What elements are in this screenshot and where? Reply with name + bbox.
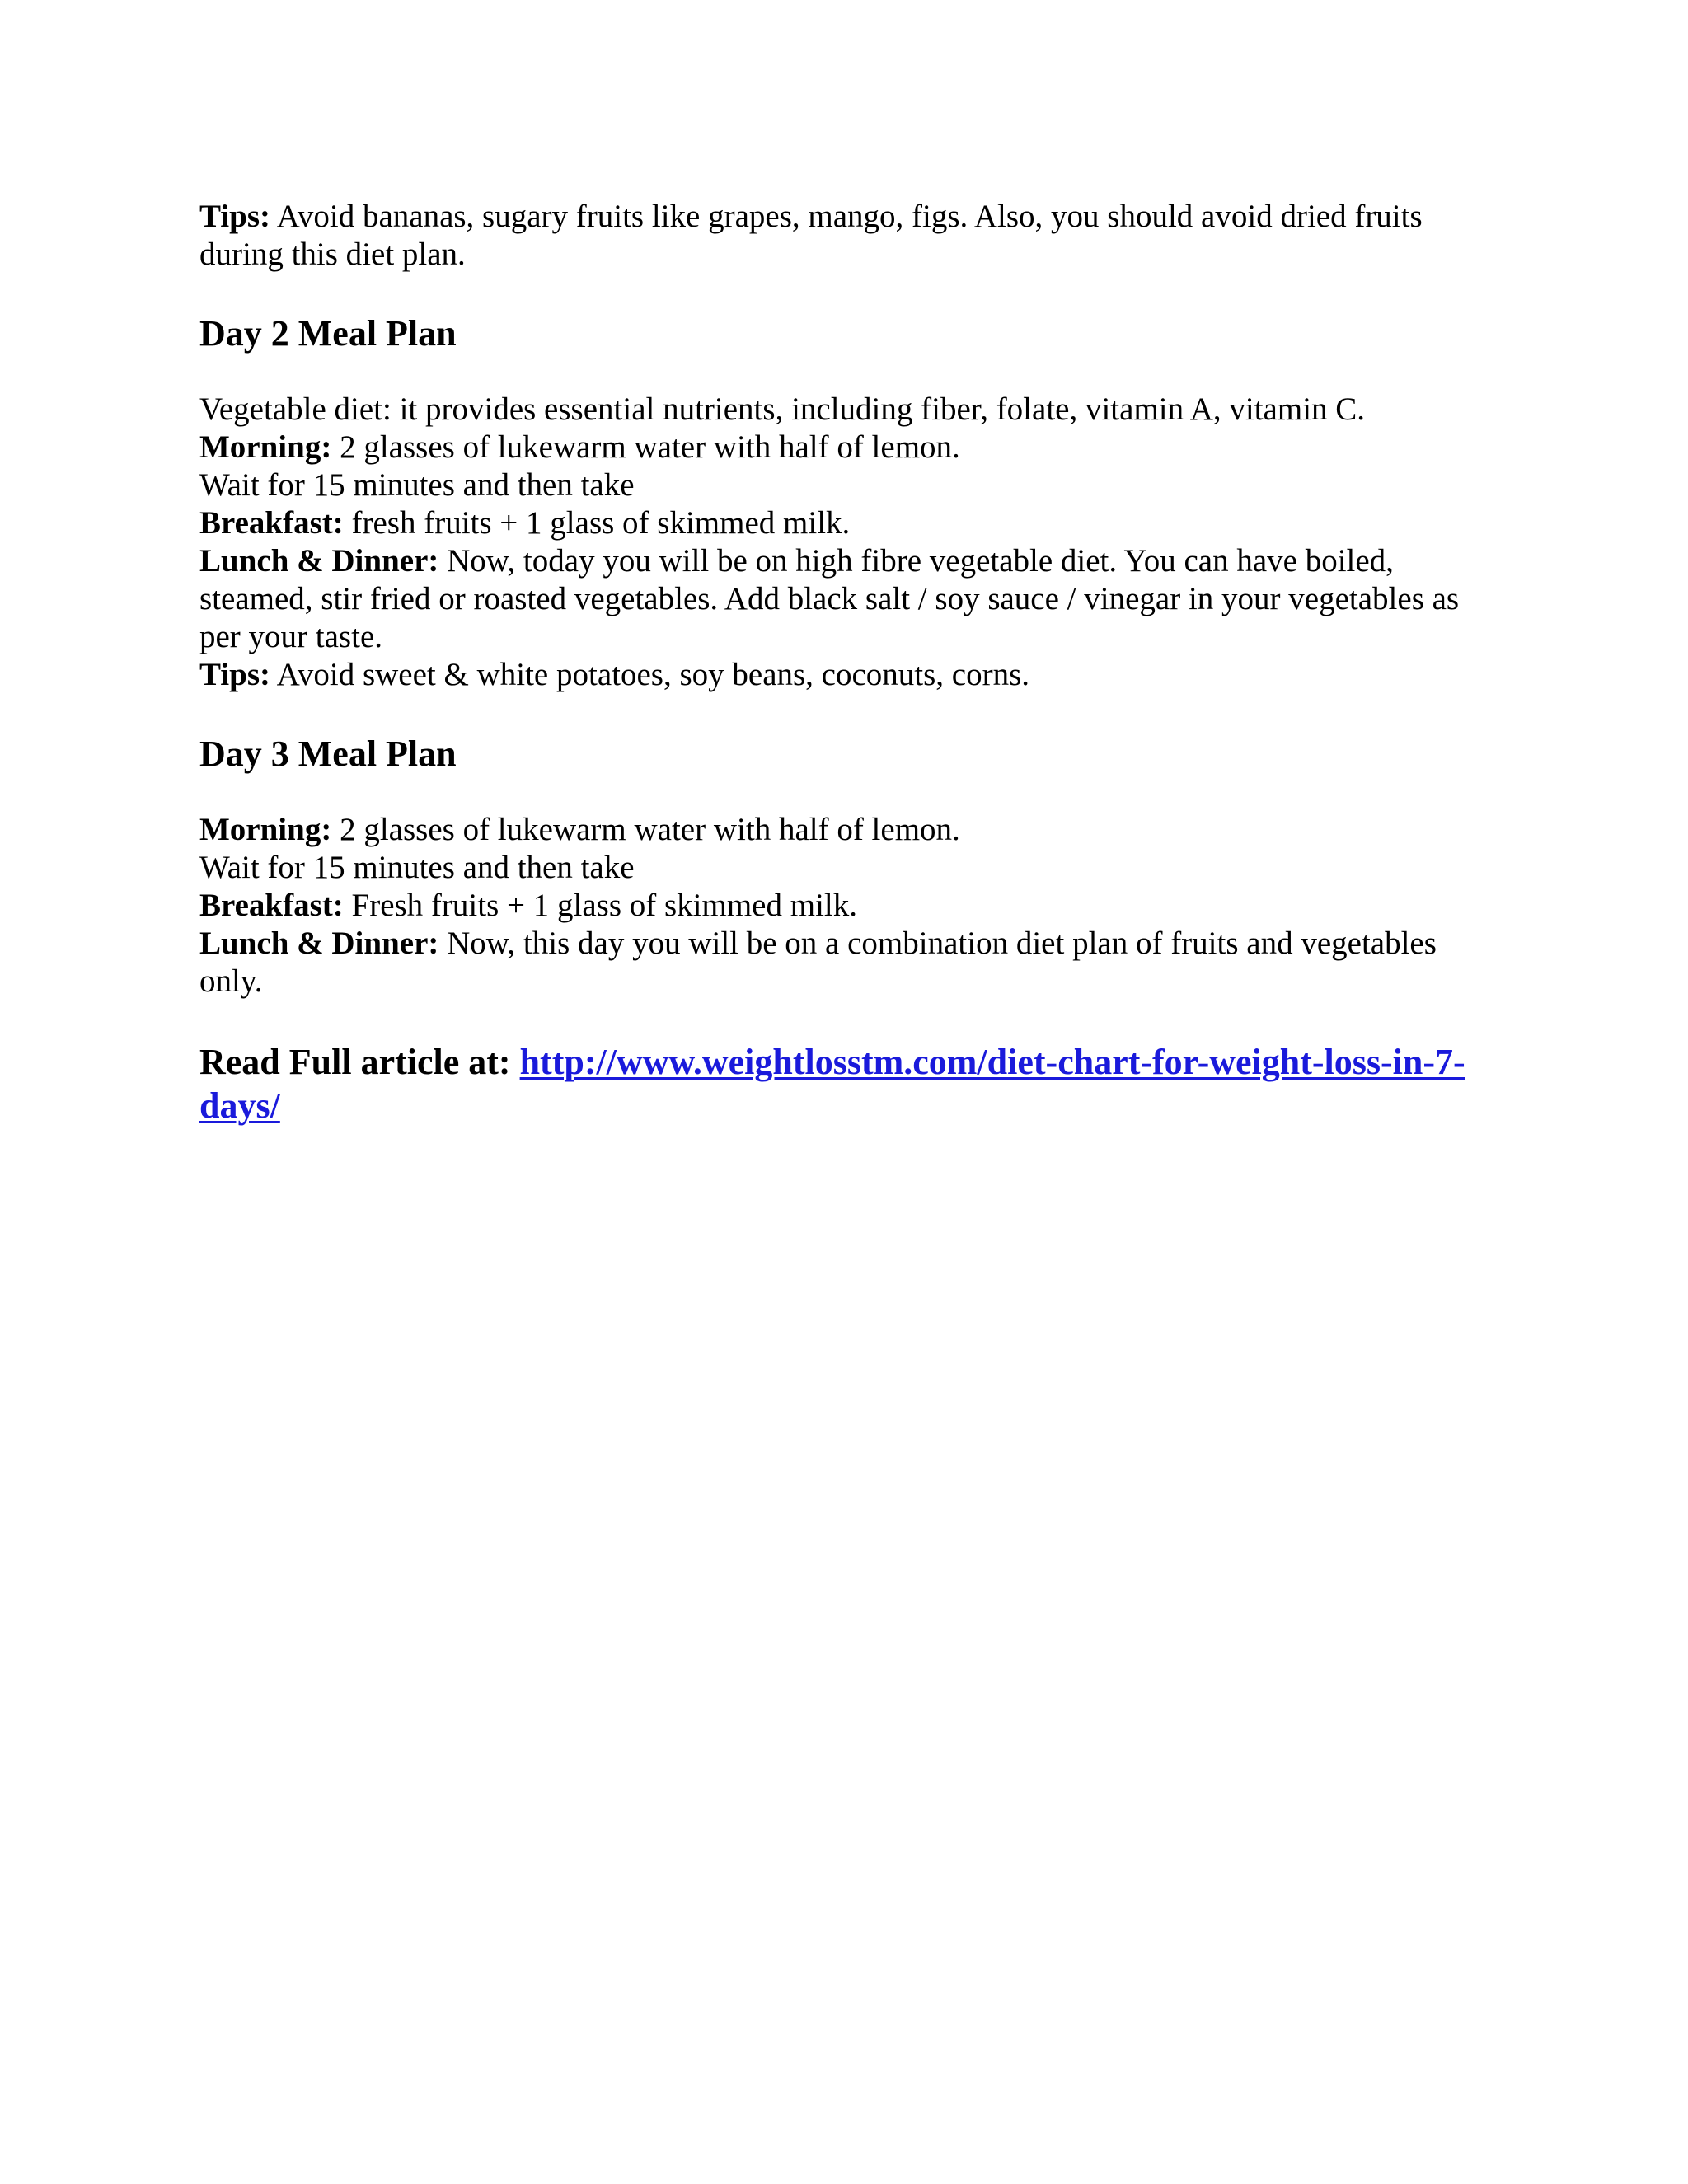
day3-heading: Day 3 Meal Plan xyxy=(199,733,457,774)
day3-morning xyxy=(199,811,1485,849)
day2-lunch-text: Now, today you will be on high fibre vegetable diet. You can have boiled, steamed, stir fried or roasted vegetables. Add black salt / soy sauce / vinegar in your vegetables as per your taste. xyxy=(199,543,1460,654)
day3-lunch-dinner xyxy=(199,925,1485,1001)
article-link[interactable]: http://www.weightlosstm.com/diet-chart-for-weight-loss-in-7-days/ xyxy=(199,1042,1465,1126)
day2-morning xyxy=(199,429,1485,466)
day2-breakfast-label: Breakfast: xyxy=(199,505,344,541)
day2-intro: Vegetable diet: it provides essential nutrients, including fiber, folate, vitamin A, vitamin C. xyxy=(199,391,1366,427)
tips-text: Avoid bananas, sugary fruits like grapes, mango, figs. Also, you should avoid dried fruits during this diet plan. xyxy=(199,199,1423,272)
day3-breakfast-text: Fresh fruits + 1 glass of skimmed milk. xyxy=(343,888,857,923)
day2-lunch-dinner xyxy=(199,542,1485,656)
day3-meal-block xyxy=(199,811,1485,1001)
day2-breakfast xyxy=(199,504,1485,542)
day2-meal-block xyxy=(199,391,1485,694)
day3-lunch-label: Lunch & Dinner: xyxy=(199,926,439,961)
day3-breakfast xyxy=(199,887,1485,925)
read-more-label: Read Full article at: xyxy=(199,1042,520,1082)
day2-morning-text: 2 glasses of lukewarm water with half of lemon. xyxy=(331,429,960,465)
document-page xyxy=(199,198,1485,1127)
day2-tips-text: Avoid sweet & white potatoes, soy beans, coconuts, corns. xyxy=(270,657,1030,692)
day2-morning-label: Morning: xyxy=(199,429,332,465)
day2-tips xyxy=(199,656,1485,694)
day2-breakfast-text: fresh fruits + 1 glass of skimmed milk. xyxy=(343,505,851,541)
day3-lunch-text: Now, this day you will be on a combination diet plan of fruits and vegetables only. xyxy=(199,926,1437,999)
day3-breakfast-label: Breakfast: xyxy=(199,888,344,923)
tips-label: Tips: xyxy=(199,199,270,234)
day2-heading: Day 2 Meal Plan xyxy=(199,313,457,354)
day3-wait: Wait for 15 minutes and then take xyxy=(199,850,635,885)
read-full-article xyxy=(199,1040,1485,1127)
day3-morning-text: 2 glasses of lukewarm water with half of lemon. xyxy=(331,812,960,847)
tips-paragraph xyxy=(199,198,1485,274)
day3-morning-label: Morning: xyxy=(199,812,332,847)
day2-tips-label: Tips: xyxy=(199,657,270,692)
day2-wait: Wait for 15 minutes and then take xyxy=(199,467,635,503)
day2-lunch-label: Lunch & Dinner: xyxy=(199,543,439,579)
